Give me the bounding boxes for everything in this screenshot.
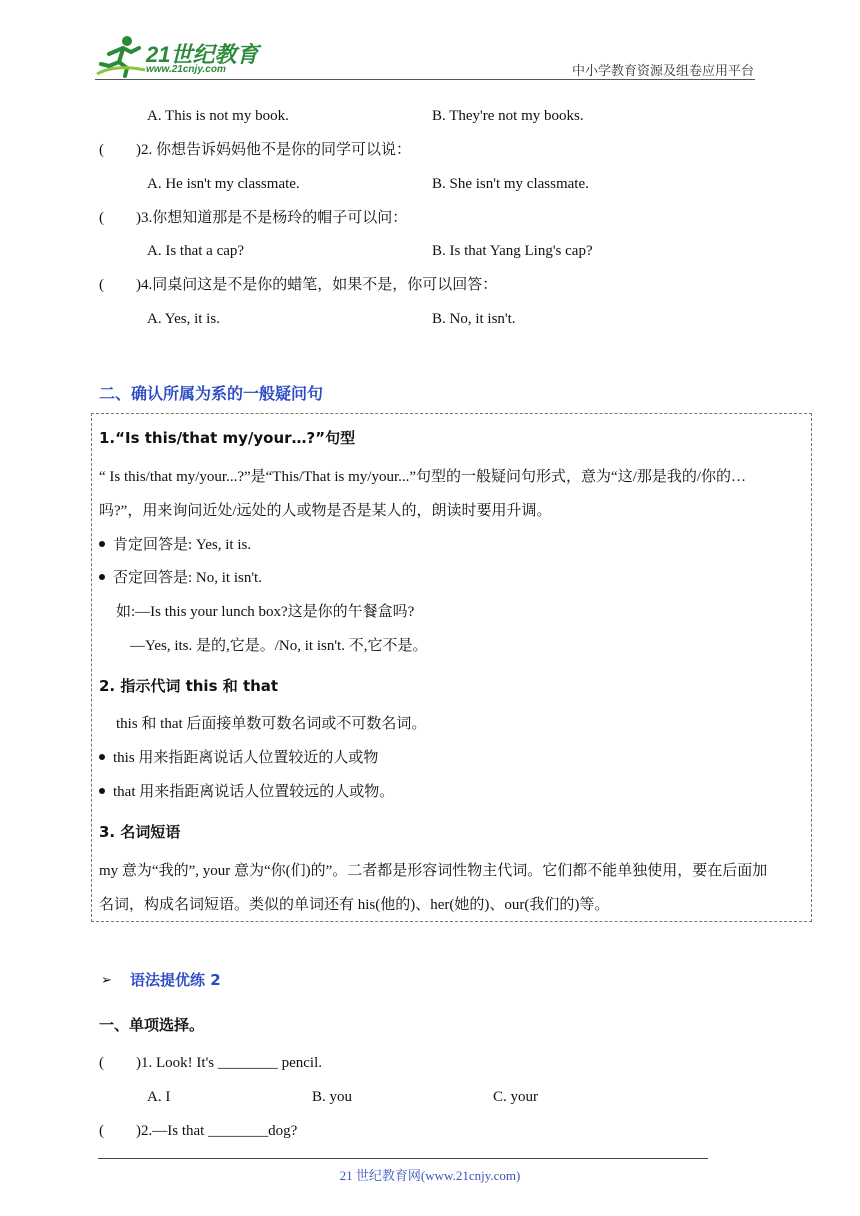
q4-text: )4.同桌问这是不是你的蜡笔，如果不是，你可以回答： xyxy=(136,277,498,293)
note-paragraph-line: this 和 that 后面接单数可数名词或不可数名词。 xyxy=(116,716,427,732)
note-example: —Yes, its. 是的,它是。/No, it isn't. 不,它不是。 xyxy=(130,638,428,654)
practice-q1-option-a: A. I xyxy=(147,1089,171,1105)
practice-q2-paren: ( xyxy=(99,1123,104,1139)
header-platform-text: 中小学教育资源及组卷应用平台 xyxy=(571,64,754,79)
q2-text: )2. 你想告诉妈妈他不是你的同学可以说： xyxy=(136,142,411,158)
q2-option-a: A. He isn't my classmate. xyxy=(147,176,300,192)
bullet-icon xyxy=(99,788,105,794)
note-heading-3: 3. 名词短语 xyxy=(99,823,181,841)
footer-divider xyxy=(98,1158,708,1159)
section-title: 二、确认所属为系的一般疑问句 xyxy=(99,384,324,403)
q3-text: )3.你想知道那是不是杨玲的帽子可以问： xyxy=(136,210,408,226)
bullet-icon xyxy=(99,754,105,760)
q1-option-a: A. This is not my book. xyxy=(147,108,289,124)
note-paragraph-line: “ Is this/that my/your...?”是“This/That is my/your...”句型的一般疑问句形式，意为“这/那是我的/你的… xyxy=(99,469,747,485)
q1-option-b: B. They're not my books. xyxy=(432,108,584,124)
runner-logo-icon xyxy=(95,34,149,78)
logo-title: 21世纪教育 xyxy=(146,42,259,67)
practice-q1-option-b: B. you xyxy=(312,1089,353,1105)
bullet-text: that 用来指距离说话人位置较远的人或物。 xyxy=(113,784,395,800)
practice-title: 语法提优练 2 xyxy=(130,971,221,989)
note-heading-1: 1.“Is this/that my/your…?”句型 xyxy=(99,429,356,447)
practice-q1-paren: ( xyxy=(99,1055,104,1071)
note-paragraph-line: 名词，构成名词短语。类似的单词还有 his(他的)、her(她的)、our(我们的)等。 xyxy=(99,897,610,913)
note-paragraph-line: 吗?”，用来询问近处/远处的人或物是否是某人的，朗读时要用升调。 xyxy=(99,503,552,519)
practice-q1-text: )1. Look! It's ________ pencil. xyxy=(136,1055,323,1071)
footer-text[interactable]: 21 世纪教育网(www.21cnjy.com) xyxy=(339,1168,521,1183)
q4-option-b: B. No, it isn't. xyxy=(432,311,516,327)
q2-paren: ( xyxy=(99,142,104,158)
bullet-text: 否定回答是: No, it isn't. xyxy=(113,570,262,586)
note-bullet xyxy=(99,535,251,555)
note-example: 如:—Is this your lunch box?这是你的午餐盒吗? xyxy=(116,604,415,620)
note-bullet xyxy=(99,748,378,768)
logo-url: www.21cnjy.com xyxy=(146,64,226,75)
note-bullet xyxy=(99,568,262,588)
note-bullet xyxy=(99,782,394,802)
q2-option-b: B. She isn't my classmate. xyxy=(432,176,589,192)
header-divider xyxy=(95,79,755,80)
q3-paren: ( xyxy=(99,210,104,226)
q4-paren: ( xyxy=(99,277,104,293)
practice-q2-text: )2.—Is that ________dog? xyxy=(136,1123,298,1139)
practice-q1-option-c: C. your xyxy=(493,1089,538,1105)
arrow-bullet-icon: ➢ xyxy=(101,972,112,987)
q3-option-a: A. Is that a cap? xyxy=(147,243,245,259)
q4-option-a: A. Yes, it is. xyxy=(147,311,220,327)
bullet-text: 肯定回答是: Yes, it is. xyxy=(113,537,252,553)
note-heading-2: 2. 指示代词 this 和 that xyxy=(99,677,279,695)
bullet-icon xyxy=(99,541,105,547)
note-paragraph-line: my 意为“我的”, your 意为“你(们)的”。二者都是形容词性物主代词。它们都不能单独使用，要在后面加 xyxy=(99,863,768,879)
bullet-text: this 用来指距离说话人位置较近的人或物 xyxy=(113,750,379,766)
part-title: 一、单项选择。 xyxy=(99,1016,205,1034)
q3-option-b: B. Is that Yang Ling's cap? xyxy=(432,243,593,259)
bullet-icon xyxy=(99,574,105,580)
grammar-note-box xyxy=(91,413,812,922)
